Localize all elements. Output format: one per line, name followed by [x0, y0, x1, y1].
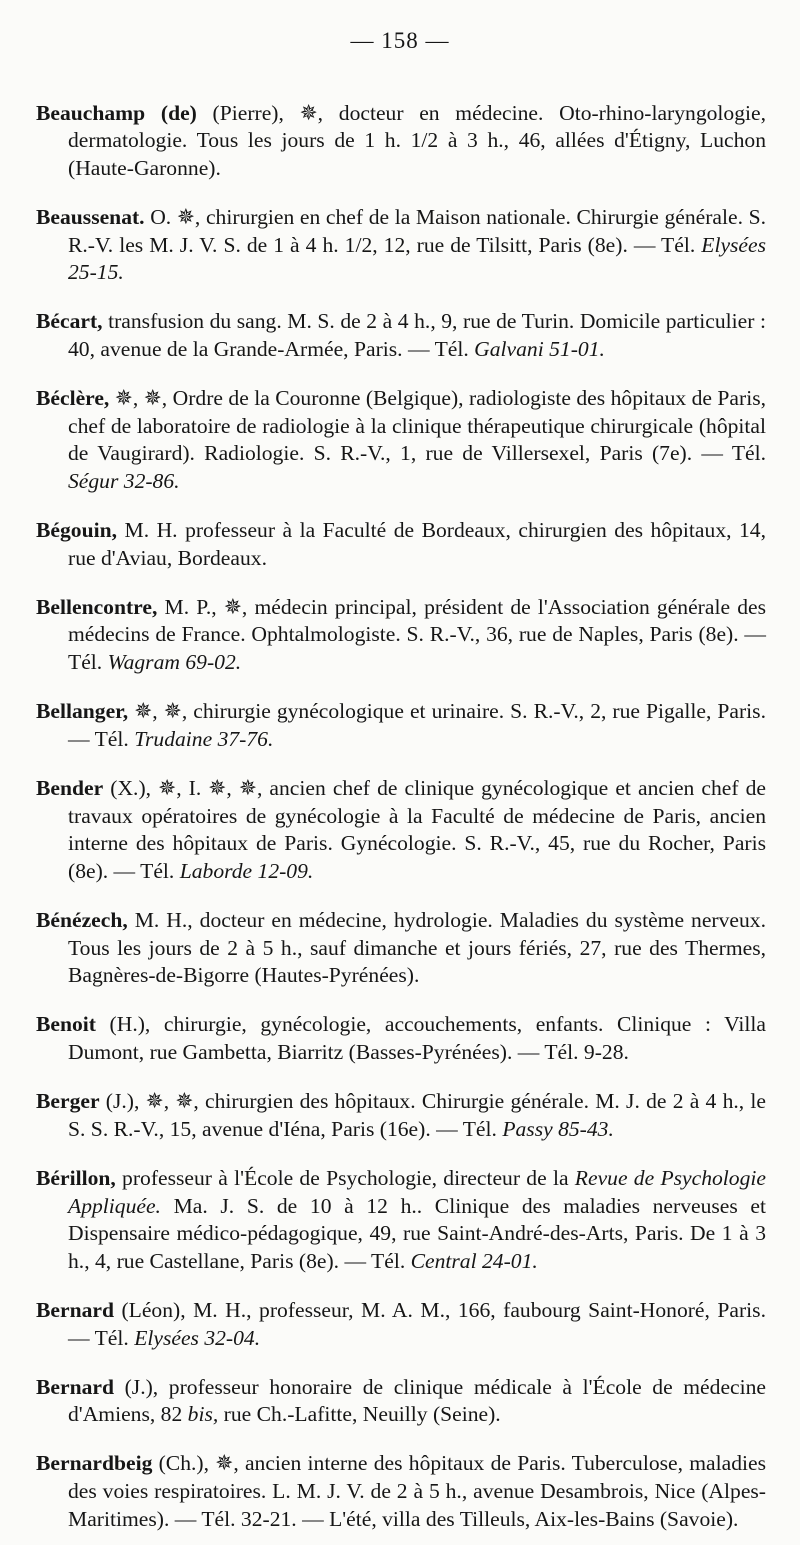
- directory-entry: [36, 1297, 766, 1352]
- directory-entry: [36, 1374, 766, 1429]
- entry-telephone: Elysées 32-04.: [134, 1325, 261, 1350]
- entry-name: Beaussenat.: [36, 204, 145, 229]
- entry-text: transfusion du sang. M. S. de 2 à 4 h., 9, rue de Turin. Domicile particulier : 40, avenue de la Grande-Armée, Paris. — Tél.: [68, 309, 766, 361]
- page-number: — 158 —: [350, 28, 450, 53]
- entry-name: Bellencontre,: [36, 594, 158, 619]
- entry-name: Bernard: [36, 1374, 114, 1399]
- entry-text: M. H., docteur en médecine, hydrologie. Maladies du système nerveux. Tous les jours de 2 à 5 h., sauf dimanche et jours fériés, 27, rue des Thermes, Bagnères-de-Bigorre (Hautes-Pyrénées).: [68, 908, 766, 988]
- directory-entry: [36, 775, 766, 885]
- directory-entry: [36, 594, 766, 677]
- entry-name: Bernard: [36, 1297, 114, 1322]
- entry-name: Bellanger,: [36, 699, 129, 724]
- entry-text: M. P., ✵, médecin principal, président de l'Association générale des médecins de France. Ophtalmologiste. S. R.-V., 36, rue de Naples, Paris (8e). — Tél.: [68, 594, 766, 675]
- entry-list: [36, 78, 766, 1545]
- entry-text: ✵, ✵, chirurgie gynécologique et urinaire. S. R.-V., 2, rue Pigalle, Paris. — Tél.: [68, 699, 766, 751]
- entry-text: professeur à l'École de Psychologie, directeur de la: [115, 1165, 575, 1190]
- entry-text: (J.), ✵, ✵, chirurgien des hôpitaux. Chirurgie générale. M. J. de 2 à 4 h., le S. S. R.-V., 15, avenue d'Iéna, Paris (16e). — Tél.: [68, 1089, 766, 1141]
- entry-text: (Ch.), ✵, ancien interne des hôpitaux de Paris. Tuberculose, maladies des voies respiratoires. L. M. J. V. de 2 à 5 h., avenue Desambrois, Nice (Alpes-Maritimes). — Tél. 32-21. — L'été, villa des Tilleuls, Aix-les-Bains (Savoie).: [68, 1451, 766, 1531]
- entry-telephone: Laborde 12-09.: [179, 858, 314, 883]
- entry-telephone: Passy 85-43.: [502, 1116, 614, 1141]
- entry-name: Bénézech,: [36, 908, 128, 932]
- entry-text: (Pierre), ✵, docteur en médecine. Oto-rhino-laryngologie, dermatologie. Tous les jours de 1 h. 1/2 à 3 h., 46, allées d'Étigny, Luchon (Haute-Garonne).: [68, 100, 766, 180]
- directory-entry: [36, 517, 766, 572]
- directory-entry: [36, 1011, 766, 1066]
- entry-text: M. H. professeur à la Faculté de Bordeaux, chirurgien des hôpitaux, 14, rue d'Aviau, Bordeaux.: [68, 518, 766, 570]
- entry-name: Berger: [36, 1089, 100, 1114]
- directory-entry: [36, 385, 766, 495]
- entry-telephone: Trudaine 37-76.: [134, 726, 274, 751]
- entry-telephone: Wagram 69-02.: [107, 650, 242, 675]
- entry-name: Bégouin,: [36, 518, 117, 543]
- directory-entry: [36, 1165, 766, 1275]
- directory-entry: [36, 698, 766, 753]
- entry-telephone: Central 24-01.: [410, 1248, 538, 1273]
- entry-text: (J.), professeur honoraire de clinique médicale à l'École de médecine d'Amiens, 82: [68, 1374, 766, 1427]
- entry-name: Beauchamp (de): [36, 100, 197, 125]
- entry-name: Bender: [36, 776, 104, 801]
- directory-entry: [36, 1450, 766, 1533]
- entry-text: O. ✵, chirurgien en chef de la Maison nationale. Chirurgie générale. S. R.-V. les M. J. V. S. de 1 à 4 h. 1/2, 12, rue de Tilsitt, Paris (8e). — Tél.: [68, 204, 766, 257]
- directory-entry: [36, 308, 766, 363]
- entry-text: (X.), ✵, I. ✵, ✵, ancien chef de clinique gynécologique et ancien chef de travaux opératoires de gynécologie à la Faculté de médecine de Paris, ancien interne des hôpitaux de Paris. Gynécologie. S. R.-V., 45, rue du Rocher, Paris (8e). — Tél.: [68, 776, 766, 883]
- entry-text: (Léon), M. H., professeur, M. A. M., 166, faubourg Saint-Honoré, Paris. — Tél.: [68, 1297, 766, 1350]
- entry-text-continued: Ma. J. S. de 10 à 12 h.. Clinique des maladies nerveuses et Dispensaire médico-pédagogique, 49, rue Saint-André-des-Arts, Paris. De 1 à 3 h., 4, rue Castellane, Paris (8e). — Tél.: [68, 1193, 766, 1273]
- entry-text-continued: rue Ch.-Lafitte, Neuilly (Seine).: [218, 1402, 501, 1427]
- directory-entry: [36, 204, 766, 287]
- entry-telephone: Galvani 51-01.: [474, 336, 605, 361]
- directory-entry: [36, 907, 766, 990]
- entry-text: (H.), chirurgie, gynécologie, accouchements, enfants. Clinique : Villa Dumont, rue Gambetta, Biarritz (Basses-Pyrénées). — Tél. 9-28.: [68, 1012, 766, 1064]
- entry-name: Bécart,: [36, 309, 103, 334]
- entry-name: Benoit: [36, 1012, 96, 1037]
- entry-name: Bernardbeig: [36, 1451, 153, 1476]
- entry-telephone: Elysées 25-15.: [68, 232, 766, 285]
- entry-name: Bérillon,: [36, 1165, 116, 1190]
- directory-entry: [36, 1088, 766, 1143]
- entry-italic-word: bis,: [187, 1402, 219, 1427]
- entry-name: Béclère,: [36, 386, 110, 411]
- journal-title: Revue de Psychologie Appliquée.: [68, 1165, 766, 1218]
- entry-telephone: Ségur 32-86.: [68, 468, 180, 493]
- entry-text: ✵, ✵, Ordre de la Couronne (Belgique), radiologiste des hôpitaux de Paris, chef de laboratoire de radiologie à la clinique thérapeutique chirurgicale (hôpital de Vaugirard). Radiologie. S. R.-V., 1, rue de Villersexel, Paris (7e). — Tél.: [68, 386, 766, 466]
- directory-entry: [36, 100, 766, 183]
